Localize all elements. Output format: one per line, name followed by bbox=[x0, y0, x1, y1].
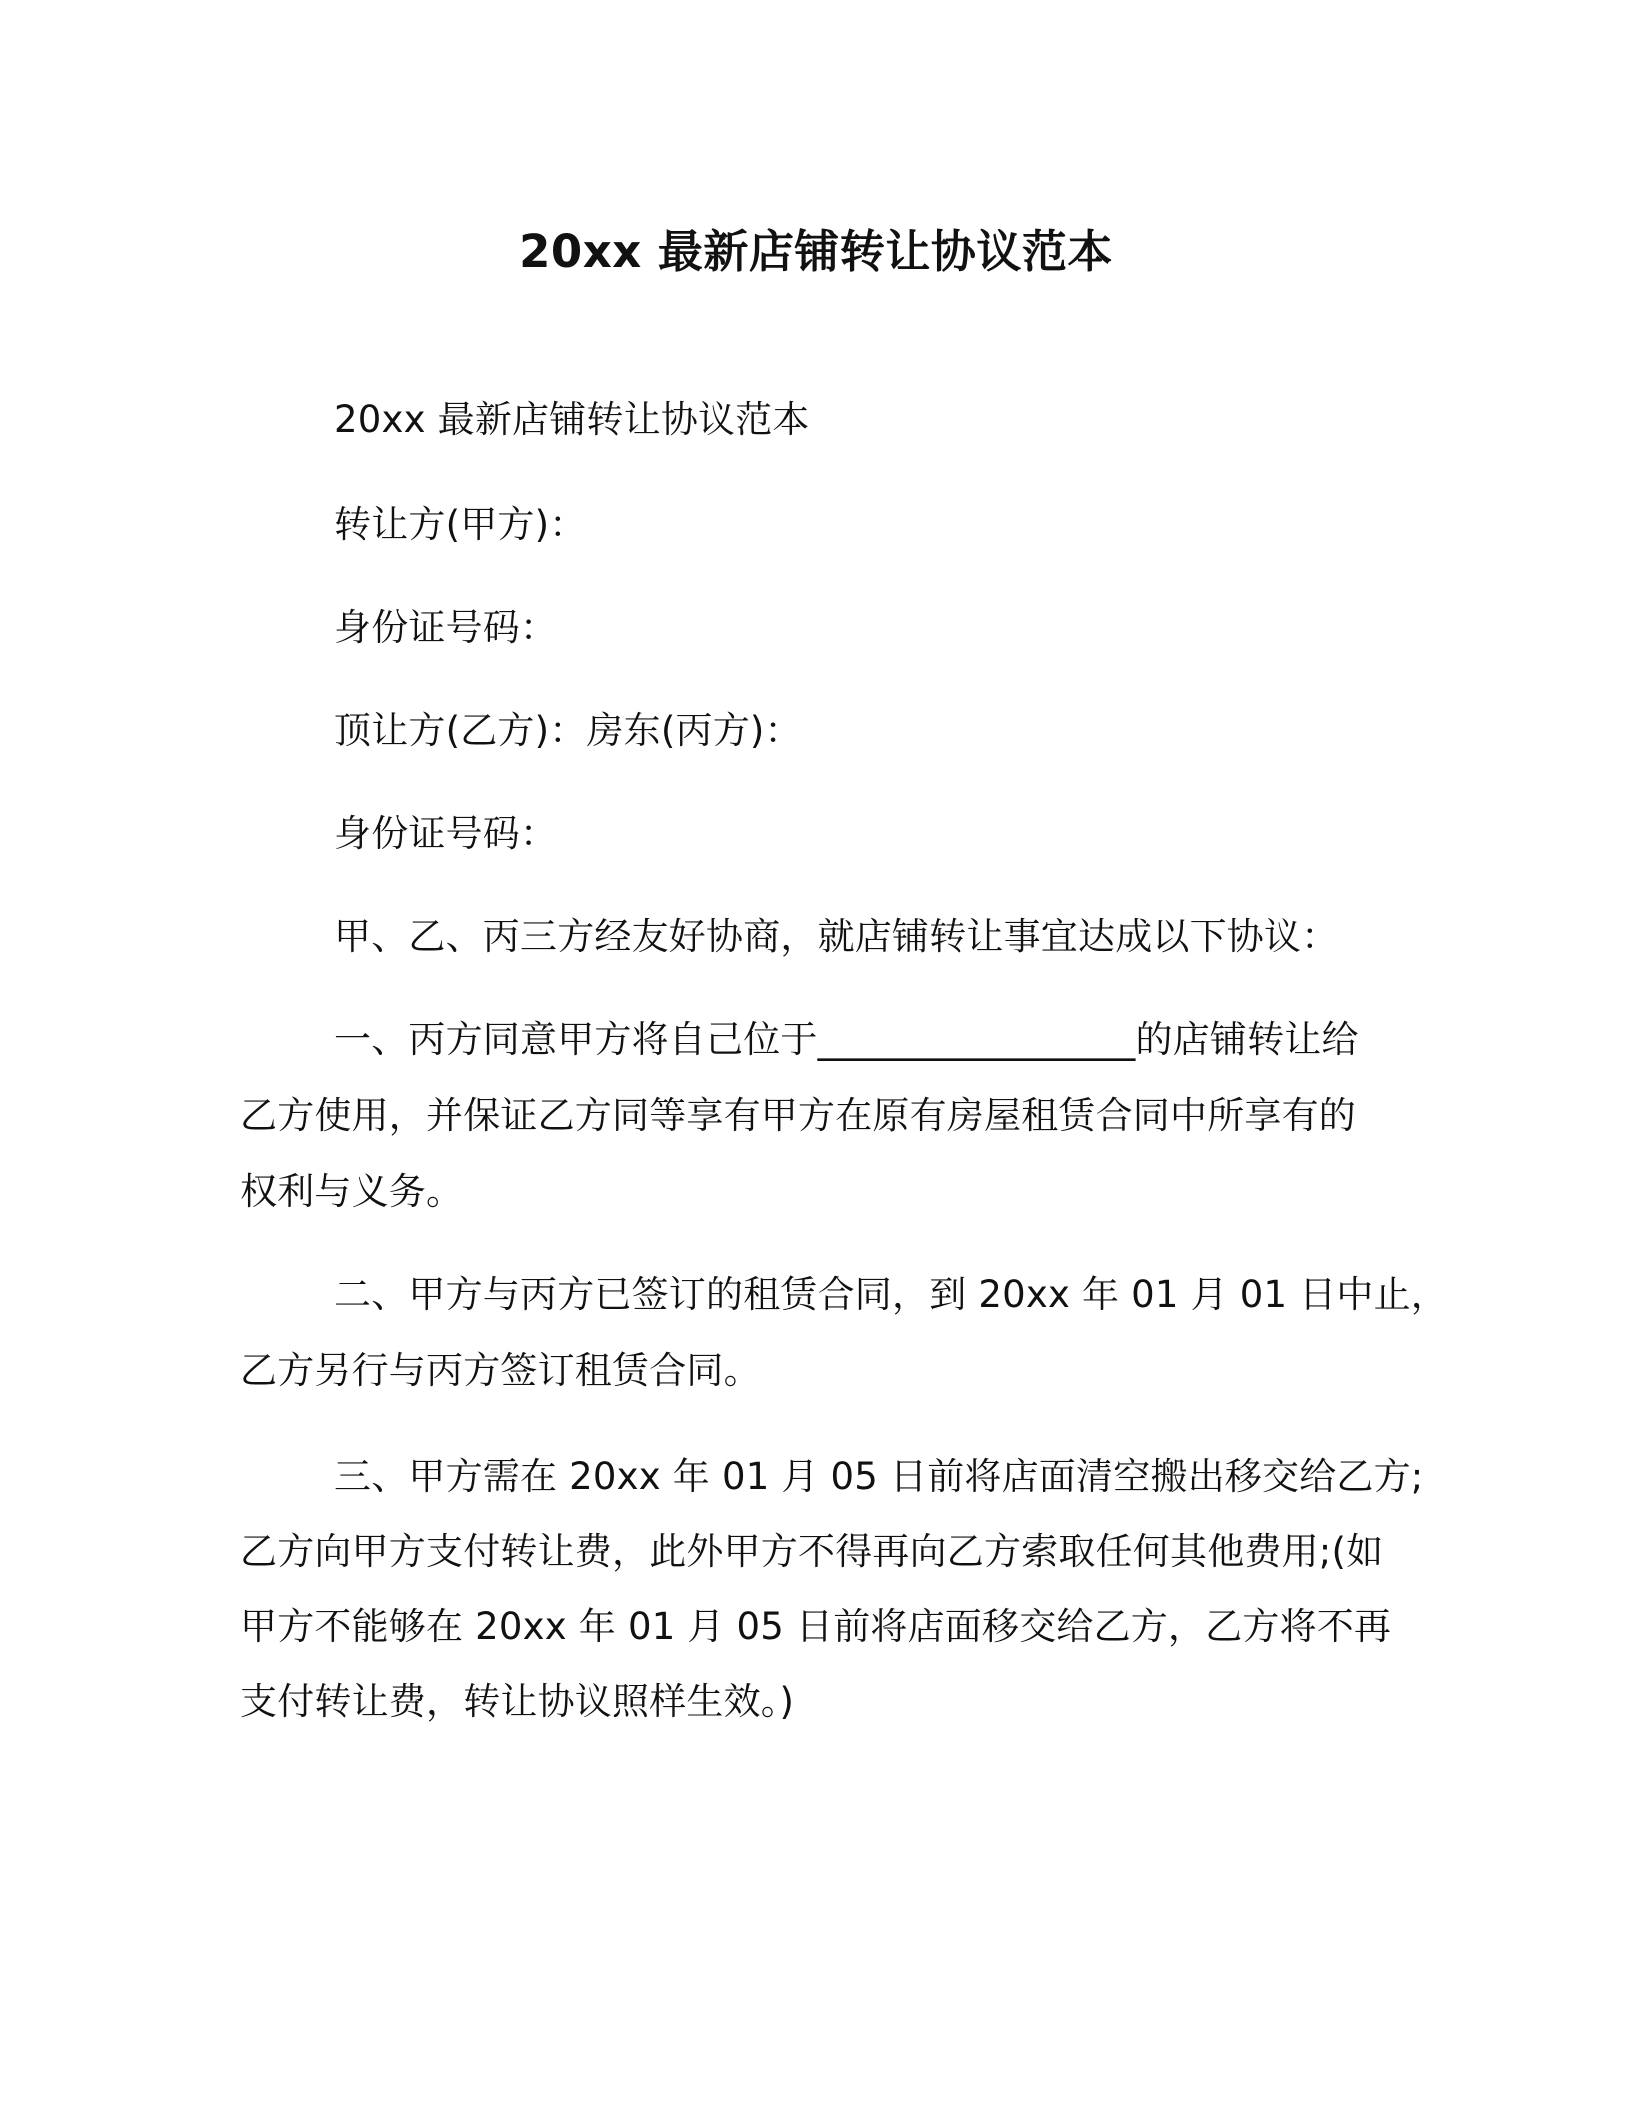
clause-3-line: 三、甲方需在 20xx 年 01 月 05 日前将店面清空搬出移交给乙方; bbox=[334, 1455, 1424, 1498]
document-subtitle: 20xx 最新店铺转让协议范本 bbox=[334, 398, 810, 441]
party-a-id-label: 身份证号码： bbox=[334, 606, 558, 649]
intro-paragraph: 甲、乙、丙三方经友好协商，就店铺转让事宜达成以下协议： bbox=[334, 915, 1339, 958]
clause-2-line: 乙方另行与丙方签订租赁合同。 bbox=[240, 1349, 761, 1392]
party-a-label: 转让方(甲方)： bbox=[334, 503, 587, 546]
document-title: 20xx 最新店铺转让协议范本 bbox=[519, 225, 1113, 278]
clause-3-line: 支付转让费，转让协议照样生效。) bbox=[240, 1680, 795, 1723]
party-b-id-label: 身份证号码： bbox=[334, 812, 558, 855]
clause-3-line: 甲方不能够在 20xx 年 01 月 05 日前将店面移交给乙方，乙方将不再 bbox=[240, 1605, 1392, 1648]
clause-2-line: 二、甲方与丙方已签订的租赁合同，到 20xx 年 01 月 01 日中止， bbox=[334, 1273, 1449, 1316]
clause-1-line: 权利与义务。 bbox=[240, 1170, 464, 1213]
clause-3-line: 乙方向甲方支付转让费，此外甲方不得再向乙方索取任何其他费用;(如 bbox=[240, 1530, 1384, 1573]
party-b-c-label: 顶让方(乙方)：房东(丙方)： bbox=[334, 709, 802, 752]
clause-1-line: 乙方使用，并保证乙方同等享有甲方在原有房屋租赁合同中所享有的 bbox=[240, 1094, 1356, 1137]
clause-1-line: 一、丙方同意甲方将自己位于_________________的店铺转让给 bbox=[334, 1018, 1359, 1061]
